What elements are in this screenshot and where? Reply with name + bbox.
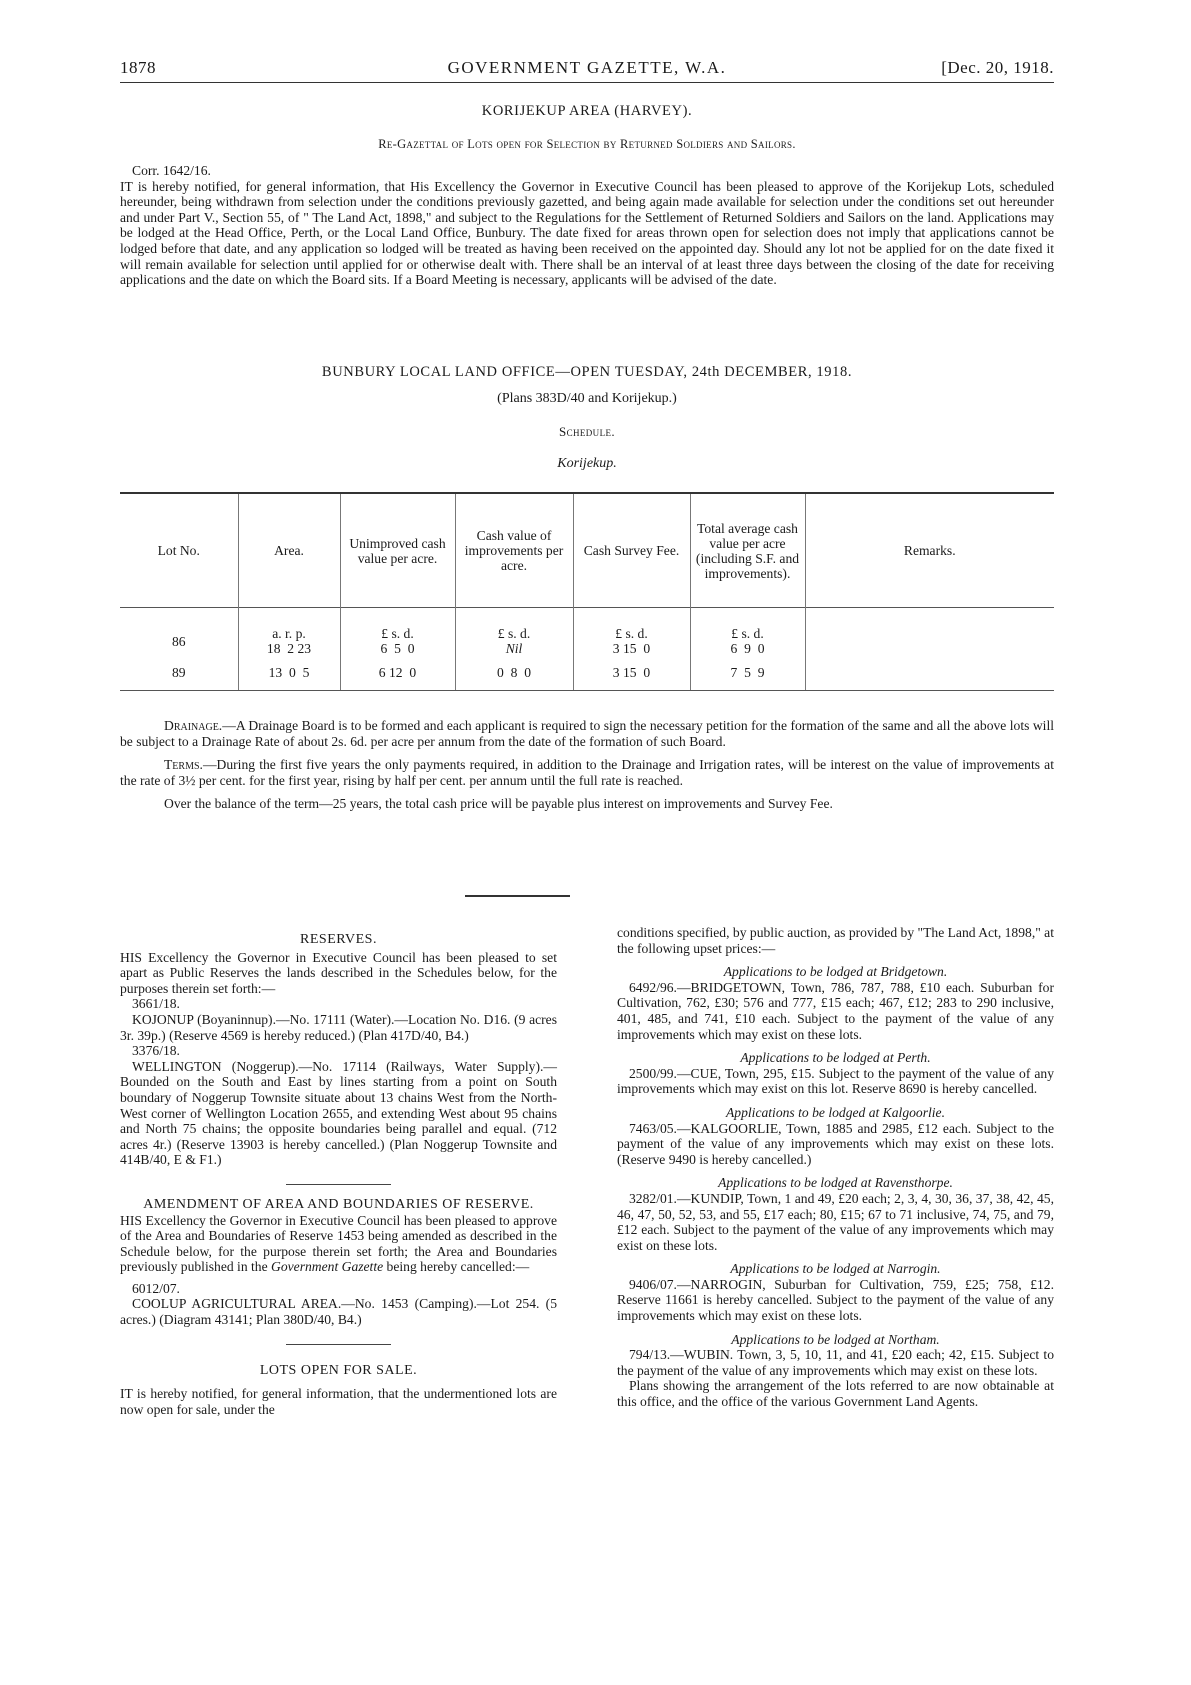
- reserve-ref: 3661/18.: [132, 996, 180, 1012]
- terms-text: —During the first five years the only payments required, in addition to the Drainage and Irrigation rates, will be interest on the value of improvements at the rate of 3½ per cent. for the first year, rising by half per cent. per annum until the full rate is reached.: [120, 757, 1054, 788]
- reserve-ref: 3376/18.: [132, 1043, 180, 1059]
- remarks-cell: [805, 608, 1054, 657]
- table-cell: [573, 608, 690, 657]
- unit-label: a. r. p.: [272, 626, 306, 641]
- column-header: Unimproved cash value per acre.: [340, 493, 455, 608]
- unimproved-value: 6 5 0: [380, 641, 415, 656]
- column-header: Remarks.: [805, 493, 1054, 608]
- improvements-value: Nil: [505, 641, 523, 656]
- reserve-item: KOJONUP (Boyaninnup).—No. 17111 (Water).—Location No. D16. (9 acres 3r. 39p.) (Reserve 4569 is hereby reduced.) (Plan 417D/40, B4.): [120, 1011, 557, 1043]
- lots-for-sale-continuation: conditions specified, by public auction, as provided by "The Land Act, 1898," at the following upset prices:—: [617, 925, 1054, 956]
- column-header: Cash Survey Fee.: [573, 493, 690, 608]
- schedule-place: Korijekup.: [557, 456, 617, 471]
- schedule-table: [120, 492, 1054, 691]
- unit-label: £ s. d.: [731, 626, 764, 641]
- amendment-intro: [120, 1213, 557, 1275]
- korijekup-subheading: Re-Gazettal of Lots open for Selection by Returned Soldiers and Sailors.: [378, 137, 796, 151]
- issue-date: [Dec. 20, 1918.: [941, 58, 1054, 77]
- publication-title: GOVERNMENT GAZETTE, W.A.: [447, 58, 727, 77]
- amendment-item: COOLUP AGRICULTURAL AREA.—No. 1453 (Camping).—Lot 254. (5 acres.) (Diagram 43141; Plan 380D/40, B4.): [120, 1296, 557, 1328]
- column-header: Area.: [238, 493, 340, 608]
- unit-label: £ s. d.: [615, 626, 648, 641]
- table-row: [120, 656, 1054, 691]
- gazette-title-italic: Government Gazette: [271, 1259, 384, 1275]
- plans-reference: (Plans 383D/40 and Korijekup.): [497, 391, 677, 406]
- section-heading: Applications to be lodged at Narrogin.: [730, 1261, 941, 1277]
- korijekup-heading: KORIJEKUP AREA (HARVEY).: [481, 103, 693, 119]
- section-heading: Applications to be lodged at Kalgoorlie.: [726, 1104, 945, 1120]
- lot-number: 89: [120, 656, 238, 691]
- total-value: 6 9 0: [730, 641, 765, 656]
- table-cell: [238, 608, 340, 657]
- sale-item: 7463/05.—KALGOORLIE, Town, 1885 and 2985, £12 each. Subject to the payment of the value of any improvements which may exist on these lots. (Reserve 9490 is hereby cancelled.): [617, 1120, 1054, 1167]
- table-cell: [690, 608, 805, 657]
- lots-for-sale-intro: IT is hereby notified, for general information, that the undermentioned lots are now open for sale, under the: [120, 1386, 557, 1417]
- table-cell: [455, 608, 573, 657]
- amendment-intro-text: HIS Excellency the Governor in Executive Council has been pleased to approve of the Area and Boundaries of Reserve 1453 being amended as described in the Schedule below, for the purpose therein set forth; the Area and Boundaries previously published in the: [120, 1212, 557, 1275]
- page-header: [120, 58, 1054, 84]
- column-header: Total average cash value per acre (including S.F. and improvements).: [690, 493, 805, 608]
- amendment-intro-text: being hereby cancelled:—: [383, 1259, 530, 1275]
- area-value: 13 0 5: [238, 656, 340, 691]
- section-divider: [465, 895, 570, 897]
- section-heading: Applications to be lodged at Ravensthorpe.: [718, 1175, 953, 1191]
- table-header-row: [120, 493, 1054, 608]
- survey-fee-value: 3 15 0: [612, 641, 651, 656]
- lots-for-sale-heading: LOTS OPEN FOR SALE.: [259, 1362, 418, 1378]
- sale-item: 794/13.—WUBIN. Town, 3, 5, 10, 11, and 41, £20 each; 42, £15. Subject to the payment of the value of any improvements which may exist on these lots.: [617, 1347, 1054, 1378]
- conditions: [120, 718, 1054, 812]
- sale-item: 6492/96.—BRIDGETOWN, Town, 786, 787, 788, £10 each. Suburban for Cultivation, 762, £30; 576 and 777, £15 each; 467, £12; 283 to 290 inclusive, 401, 485, and 741, £10 each. Subject to the payment of the value of any improvements which may exist on these lots.: [617, 979, 1054, 1042]
- correspondence-ref: Corr. 1642/16.: [132, 163, 211, 178]
- unit-label: £ s. d.: [381, 626, 414, 641]
- sale-item: 9406/07.—NARROGIN, Suburban for Cultivation, 759, £25; 758, £12. Reserve 11661 is hereby cancelled. Subject to the payment of the value of any improvements which may exist on these lots.: [617, 1276, 1054, 1324]
- reserve-item: WELLINGTON (Noggerup).—No. 17114 (Railways, Water Supply).—Bounded on the South and East by lines starting from a point on South boundary of Noggerup Townsite situate about 13 chains West from the North-West corner of Wellington Location 2655, and extending West about 95 chains and North 75 chains; the opposite boundaries being parallel and equal. (712 acres 4r.) (Reserve 13903 is hereby cancelled.) (Plan Noggerup Townsite and 414B/40, E & F1.): [120, 1058, 557, 1168]
- survey-fee-value: 3 15 0: [573, 656, 690, 691]
- table-cell: [340, 608, 455, 657]
- header-rule: [120, 82, 1054, 83]
- closing-paragraph: Plans showing the arrangement of the lots referred to are now obtainable at this office, and the office of the various Government Land Agents.: [617, 1378, 1054, 1410]
- section-heading: Applications to be lodged at Northam.: [731, 1331, 940, 1347]
- column-header: Cash value of improvements per acre.: [455, 493, 573, 608]
- reserves-intro: HIS Excellency the Governor in Executive Council has been pleased to set apart as Public Reserves the lands described in the Schedules below, for the purposes therein set forth:—: [120, 949, 557, 996]
- sale-item: 3282/01.—KUNDIP, Town, 1 and 49, £20 each; 2, 3, 4, 30, 36, 37, 38, 42, 45, 46, 47, 50, 52, 53, and 55, £17 each; 80, £15; 67 to 71 inclusive, 74, 75, and 79, £12 each. Subject to the payment of the value of any improvements which may exist on these lots.: [617, 1190, 1054, 1253]
- reserves-heading: RESERVES.: [300, 932, 377, 947]
- korijekup-notice: [120, 163, 1054, 288]
- column-header: Lot No.: [157, 543, 200, 558]
- table-row: [120, 608, 1054, 657]
- korijekup-body: IT is hereby notified, for general information, that His Excellency the Governor in Executive Council has been pleased to approve of the Korijekup Lots, scheduled hereunder, being withdrawn from selection under the conditions previously gazetted, and being again made available for selection under the conditions set out hereunder and under Part V., Section 55, of " The Land Act, 1898," and subject to the Regulations for the Settlement of Returned Soldiers and Sailors on the land. Applications may be lodged at the Head Office, Perth, or the Local Land Office, Bunbury. The date fixed for areas thrown open for selection does not imply that applications cannot be lodged before that date, and any application so lodged will be treated as having been received on the appointed day. Should any lot not be applied for on the date fixed it will remain available for selection until applied for or otherwise dealt with. There shall be an interval of at least three days between the closing of the date for receiving applications and the date on which the Board sits. If a Board Meeting is necessary, applicants will be advised of the date.: [120, 178, 1054, 288]
- right-column: [617, 925, 1054, 1410]
- section-heading: Applications to be lodged at Perth.: [740, 1050, 931, 1066]
- office-heading: BUNBURY LOCAL LAND OFFICE—OPEN TUESDAY, 24th DECEMBER, 1918.: [321, 364, 853, 380]
- terms-label: Terms.: [164, 757, 203, 773]
- total-value: 7 5 9: [690, 656, 805, 691]
- page-number: 1878: [120, 58, 156, 77]
- terms-paragraph: [120, 757, 1054, 788]
- table-cell: [120, 608, 238, 657]
- remarks-cell: [805, 656, 1054, 691]
- balance-paragraph: Over the balance of the term—25 years, the total cash price will be payable plus interest on improvements and Survey Fee.: [164, 796, 833, 812]
- drainage-text: —A Drainage Board is to be formed and each applicant is required to sign the necessary petition for the formation of the same and all the above lots will be subject to a Drainage Rate of about 2s. 6d. per acre per annum from the date of the formation of such Board.: [120, 718, 1054, 749]
- drainage-label: Drainage.: [164, 718, 223, 733]
- schedule-label: Schedule.: [558, 424, 616, 439]
- improvements-value: 0 8 0: [455, 656, 573, 691]
- section-divider: [286, 1184, 391, 1185]
- area-value: 18 2 23: [266, 641, 312, 656]
- left-column: [120, 932, 557, 1417]
- section-divider: [286, 1344, 391, 1345]
- unimproved-value: 6 12 0: [340, 656, 455, 691]
- drainage-paragraph: [120, 718, 1054, 749]
- lot-number: 86: [171, 633, 186, 649]
- amendment-ref: 6012/07.: [132, 1280, 180, 1296]
- sale-item: 2500/99.—CUE, Town, 295, £15. Subject to the payment of the value of any improvements which may exist on this lot. Reserve 8690 is hereby cancelled.: [617, 1065, 1054, 1097]
- amendment-heading: AMENDMENT OF AREA AND BOUNDARIES OF RESERVE.: [143, 1196, 534, 1212]
- unit-label: £ s. d.: [497, 626, 531, 641]
- section-heading: Applications to be lodged at Bridgetown.: [723, 964, 948, 980]
